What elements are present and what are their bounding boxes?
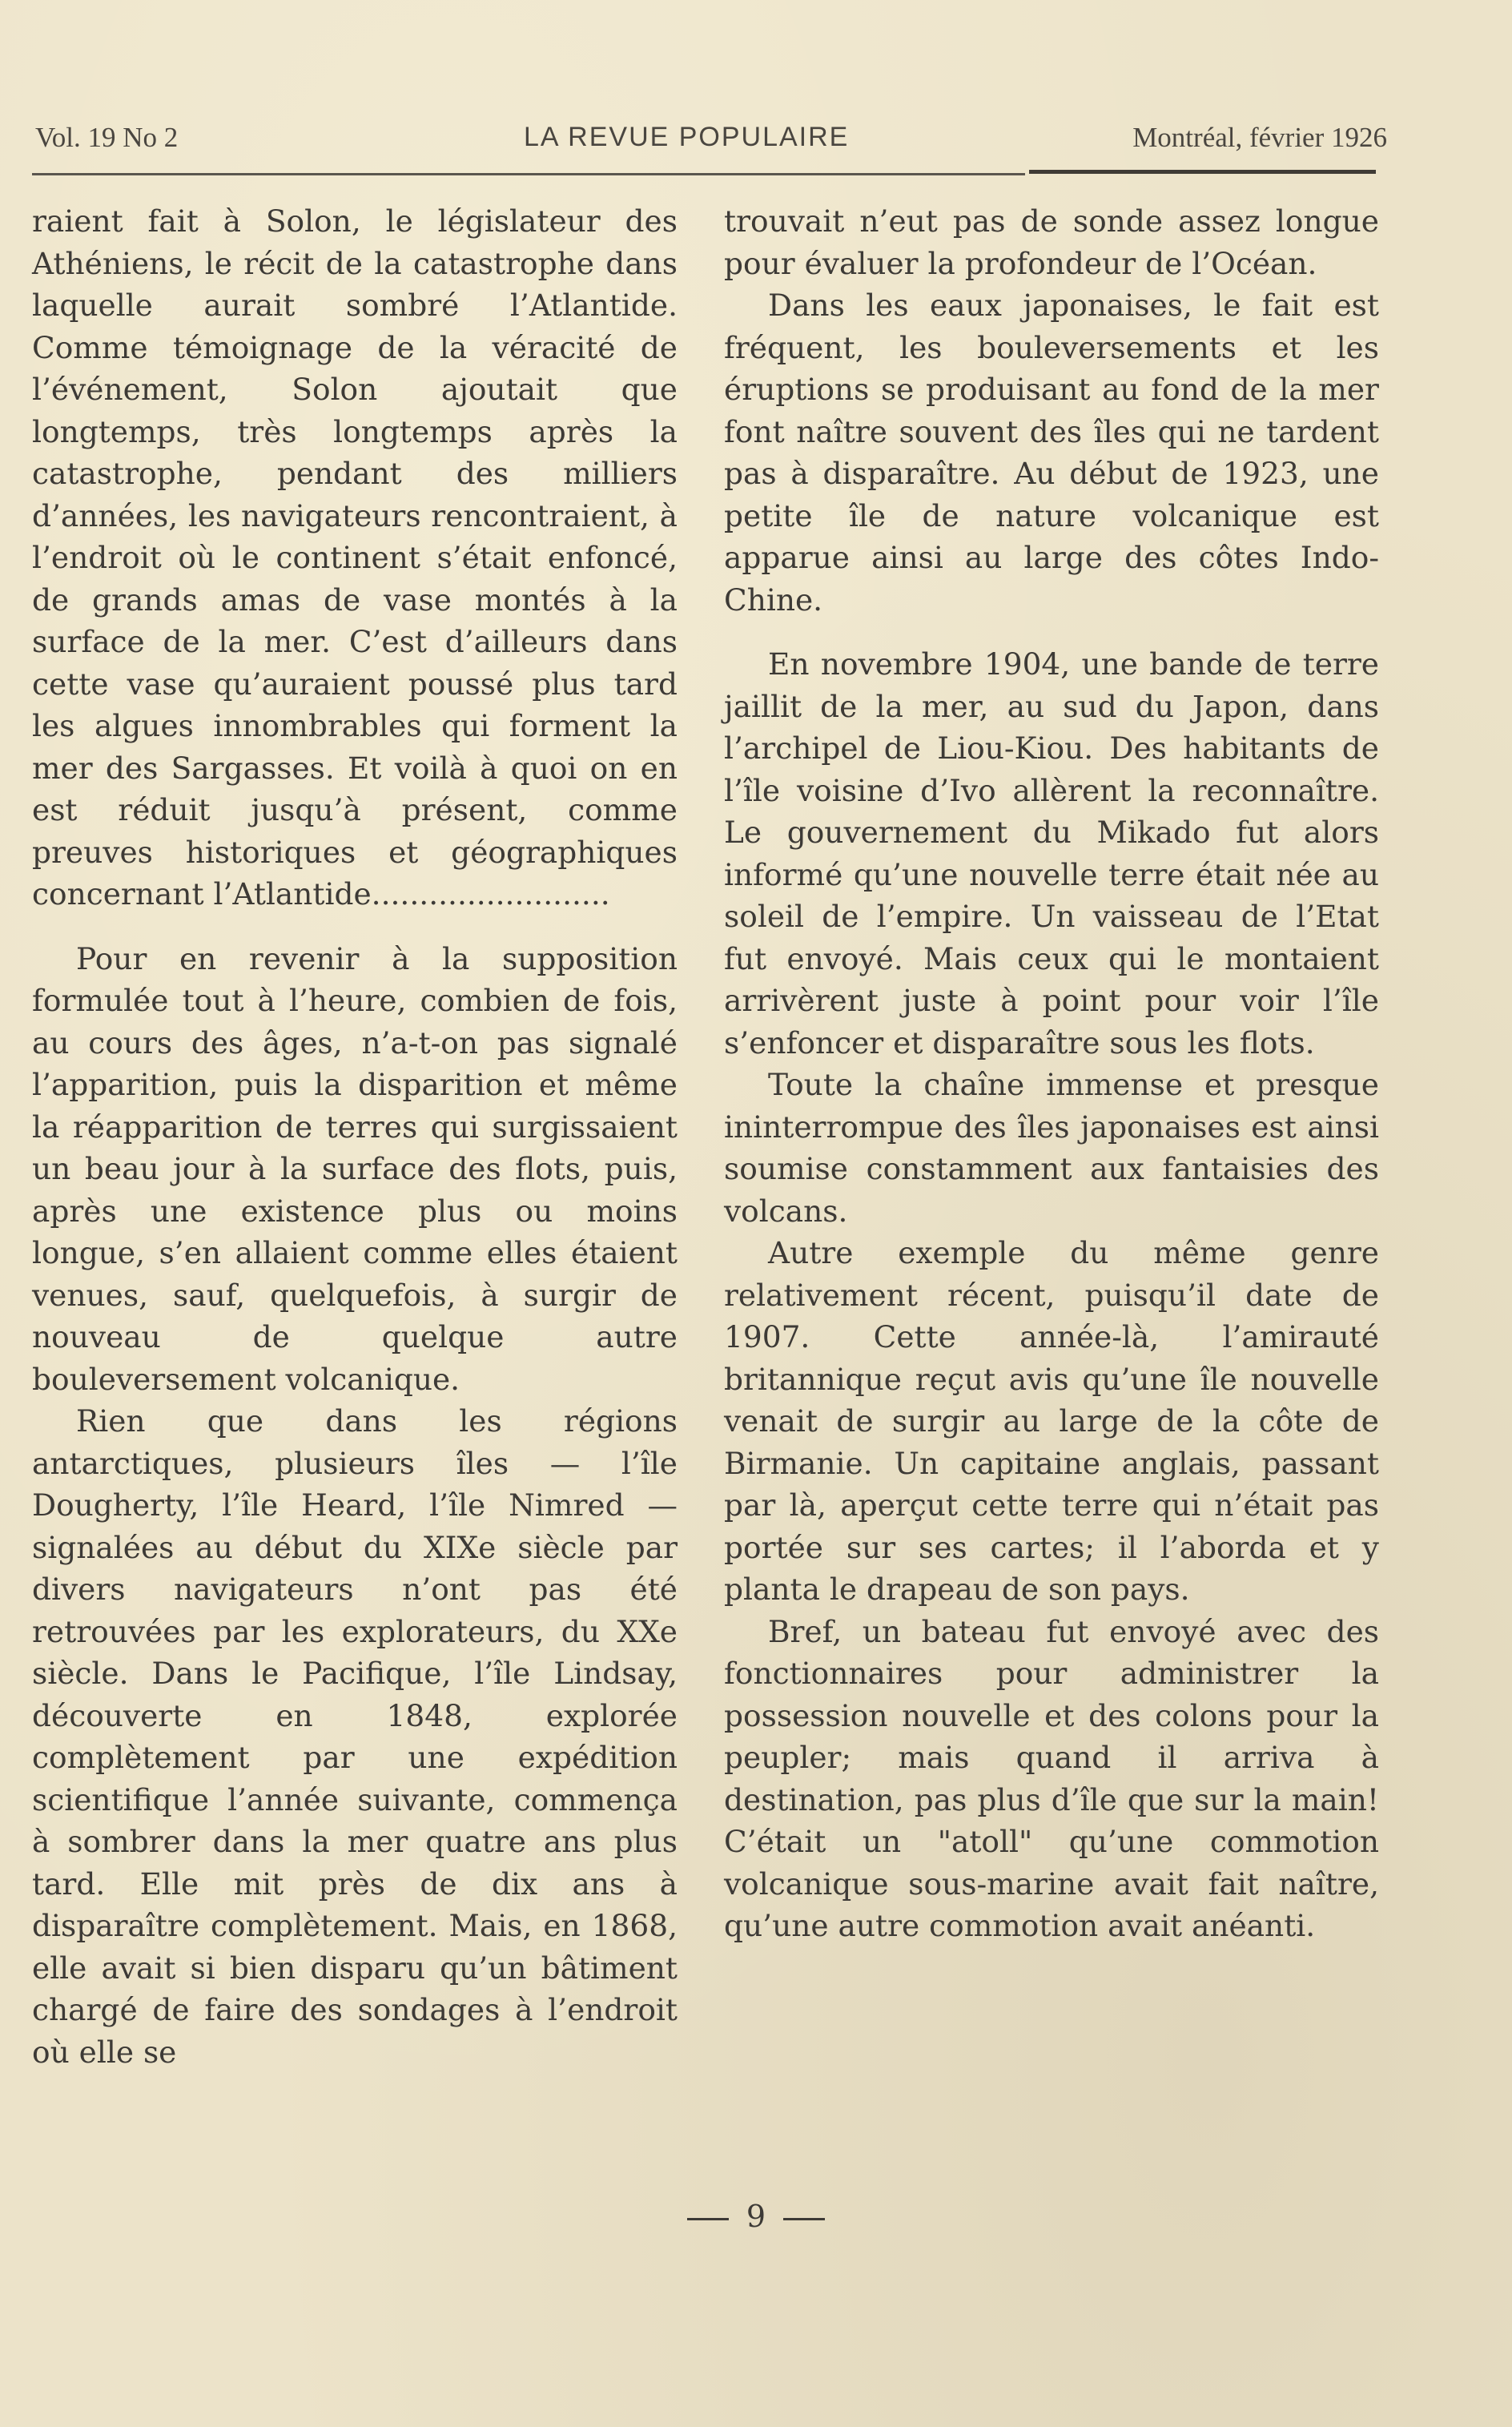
- volume-number: Vol. 19 No 2: [35, 122, 179, 153]
- issue-date: Montréal, février 1926: [1132, 122, 1387, 153]
- page-footer: [0, 2199, 1512, 2234]
- folio-dash: [783, 2218, 825, 2220]
- header-rule: [32, 173, 1025, 175]
- paragraph: En novembre 1904, une bande de terre jaillit de la mer, au sud du Japon, dans l’archipel de Liou-Kiou. Des habitants de l’île voisine d’Ivo allèrent la reconnaître. Le gouvernement du Mikado fut alors informé qu’une nouvelle terre était née au soleil de l’empire. Un vaisseau de l’Etat fut envoyé. Mais ceux qui le montaient arrivèrent juste à point pour voir l’île s’enfoncer et disparaître sous les flots.: [724, 646, 1379, 1061]
- header-rule-bold: [1029, 170, 1376, 174]
- left-column: [32, 200, 678, 2073]
- page-number: 9: [746, 2199, 766, 2234]
- paragraph: Autre exemple du même genre relativement récent, puisqu’il date de 1907. Cette année-là, l’amirauté britannique reçut avis qu’une île nouvelle venait de surgir au large de la côte de Birmanie. Un capitaine anglais, passant par là, aperçut cette terre qui n’était pas portée sur ses cartes; il l’aborda et y planta le drapeau de son pays.: [724, 1235, 1379, 1607]
- paragraph: trouvait n’eut pas de sonde assez longue pour évaluer la profondeur de l’Océan.: [724, 203, 1379, 281]
- folio-dash: [687, 2218, 729, 2220]
- journal-title: LA REVUE POPULAIRE: [524, 122, 850, 152]
- paragraph: Bref, un bateau fut envoyé avec des fonctionnaires pour administrer la possession nouvelle et des colons pour la peupler; mais quand il arriva à destination, pas plus d’île que sur la main! C’était un "atoll" qu’une commotion volcanique sous-marine avait fait naître, qu’une autre commotion avait anéanti.: [724, 1613, 1379, 1943]
- page-header: [35, 119, 1387, 167]
- paragraph: Pour en revenir à la supposition formulée tout à l’heure, combien de fois, au cours des âges, n’a-t-on pas signalé l’apparition, puis la disparition et même la réapparition de terres qui surgissaient un beau jour à la surface des flots, puis, après une existence plus ou moins longue, s’en allaient comme elles étaient venues, sauf, quelquefois, à surgir de nouveau de quelque autre bouleversement volcanique.: [32, 940, 678, 1397]
- paragraph: Dans les eaux japonaises, le fait est fréquent, les bouleversements et les éruptions se produisant au fond de la mer font naître souvent des îles qui ne tardent pas à disparaître. Au début de 1923, une petite île de nature volcanique est apparue ainsi au large des côtes Indo-Chine.: [724, 288, 1379, 618]
- paragraph: Rien que dans les régions antarctiques, plusieurs îles — l’île Dougherty, l’île Heard, l’île Nimred — signalées au début du XIXe siècle par divers navigateurs n’ont pas été retrouvées par les explorateurs, du XXe siècle. Dans le Pacifique, l’île Lindsay, découverte en 1848, explorée complètement par une expédition scientifique l’année suivante, commença à sombrer dans la mer quatre ans plus tard. Elle mit près de dix ans à disparaître complètement. Mais, en 1868, elle avait si bien disparu qu’un bâtiment chargé de faire des sondages à l’endroit où elle se: [32, 1403, 678, 2070]
- paragraph: raient fait à Solon, le législateur des Athéniens, le récit de la catastrophe dans laquelle aurait sombré l’Atlantide. Comme témoignage de la véracité de l’événement, Solon ajoutait que longtemps, très longtemps après la catastrophe, pendant des milliers d’années, les navigateurs rencontraient, à l’endroit où le continent s’était enfoncé, de grands amas de vase montés à la surface de la mer. C’est d’ailleurs dans cette vase qu’auraient poussé plus tard les algues innombrables qui forment la mer des Sargasses. Et voilà à quoi on en est réduit jusqu’à présent, comme preuves historiques et géographiques concernant l’Atlantide.........................: [32, 203, 678, 912]
- right-column: [724, 200, 1379, 1947]
- paragraph: Toute la chaîne immense et presque ininterrompue des îles japonaises est ainsi soumise constamment aux fantaisies des volcans.: [724, 1067, 1379, 1229]
